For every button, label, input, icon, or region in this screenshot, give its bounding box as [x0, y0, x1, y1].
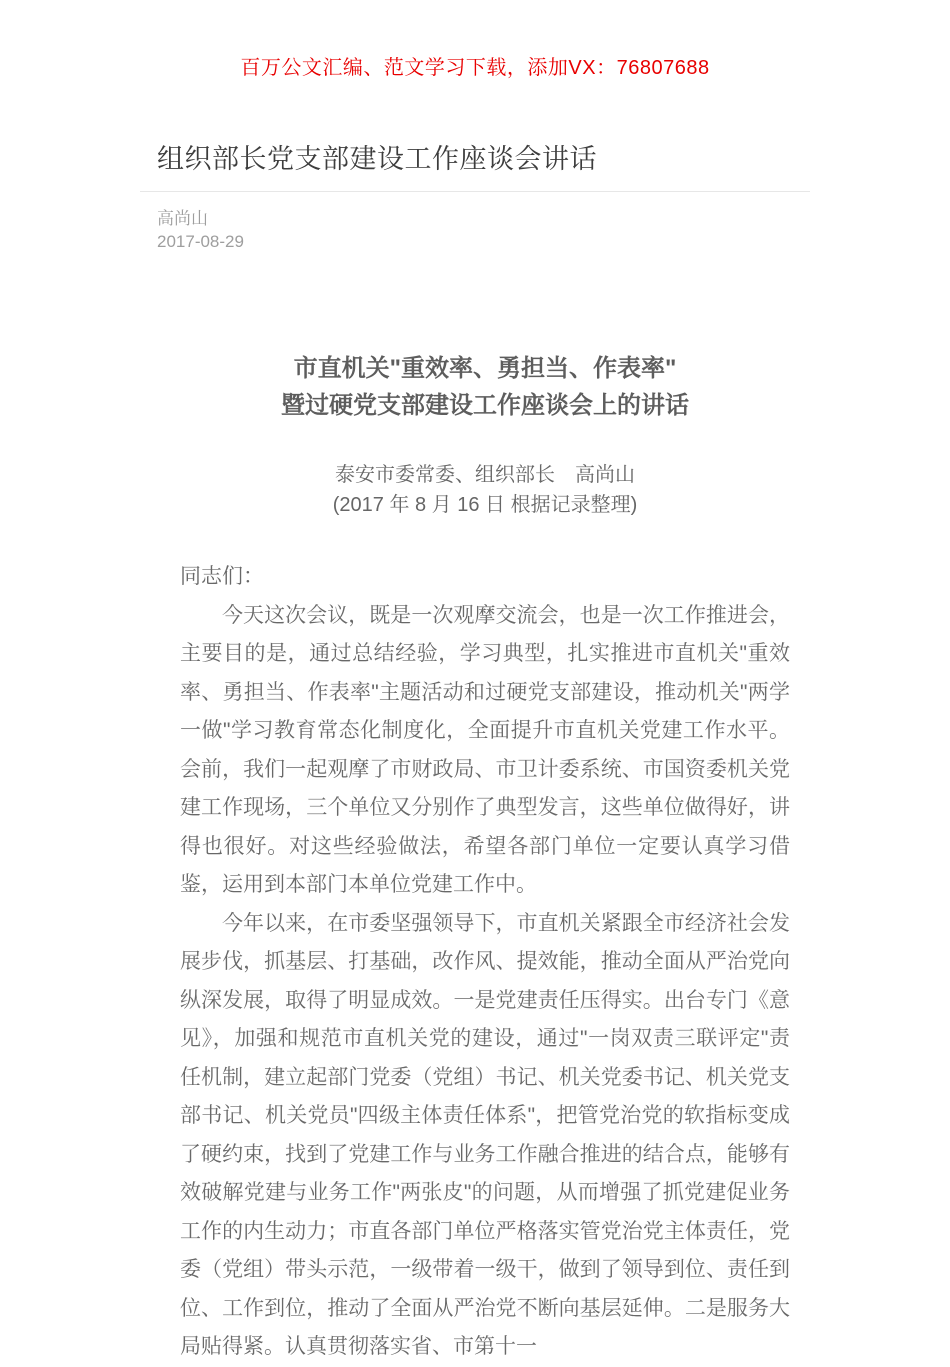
body-paragraph: 今天这次会议，既是一次观摩交流会，也是一次工作推进会，主要目的是，通过总结经验，学习典型，扎实推进市直机关"重效率、勇担当、作表率"主题活动和过硬党支部建设，推动机关"两学一做"学习教育常态化制度化，全面提升市直机关党建工作水平。会前，我们一起观摩了市财政局、市卫计委系统、市国资委机关党建工作现场，三个单位又分别作了典型发言，这些单位做得好，讲得也很好。对这些经验做法，希望各部门单位一定要认真学习借鉴，运用到本部门本单位党建工作中。 [180, 603, 790, 896]
publish-date: 2017-08-29 [157, 232, 244, 251]
salutation-paragraph: 同志们： [180, 565, 264, 588]
author-name: 高尚山 [157, 209, 208, 228]
document-meta [157, 207, 810, 253]
byline: 泰安市委常委、组织部长 高尚山 [335, 464, 635, 486]
source-note: (2017 年 8 月 16 日 根据记录整理) [332, 494, 638, 516]
article-heading-line-2: 暨过硬党支部建设工作座谈会上的讲话 [281, 392, 689, 419]
body-paragraph: 今年以来，在市委坚强领导下，市直机关紧跟全市经济社会发展步伐，抓基层、打基础，改作风、提效能，推动全面从严治党向纵深发展，取得了明显成效。一是党建责任压得实。出台专门《意见》，加强和规范市直机关党的建设，通过"一岗双责三联评定"责任机制，建立起部门党委（党组）书记、机关党委书记、机关党支部书记、机关党员"四级主体责任体系"，把管党治党的软指标变成了硬约束，找到了党建工作与业务工作融合推进的结合点，能够有效破解党建与业务工作"两张皮"的问题，从而增强了抓党建促业务工作的内生动力；市直各部门单位严格落实管党治党主体责任，党委（党组）带头示范，一级带着一级干，做到了领导到位、责任到位、工作到位，推动了全面从严治党不断向基层延伸。二是服务大局贴得紧。认真贯彻落实省、市第十一 [180, 911, 790, 1358]
page-title: 组织部长党支部建设工作座谈会讲话 [157, 144, 597, 174]
title-divider [140, 191, 810, 192]
article-heading [180, 350, 790, 424]
promo-banner: 百万公文汇编、范文学习下载，添加VX：76807688 [240, 57, 710, 79]
article-body [180, 558, 790, 1367]
document-header [140, 137, 810, 253]
article-heading-line-1: 市直机关"重效率、勇担当、作表率" [293, 355, 677, 382]
article-content [180, 350, 790, 1367]
